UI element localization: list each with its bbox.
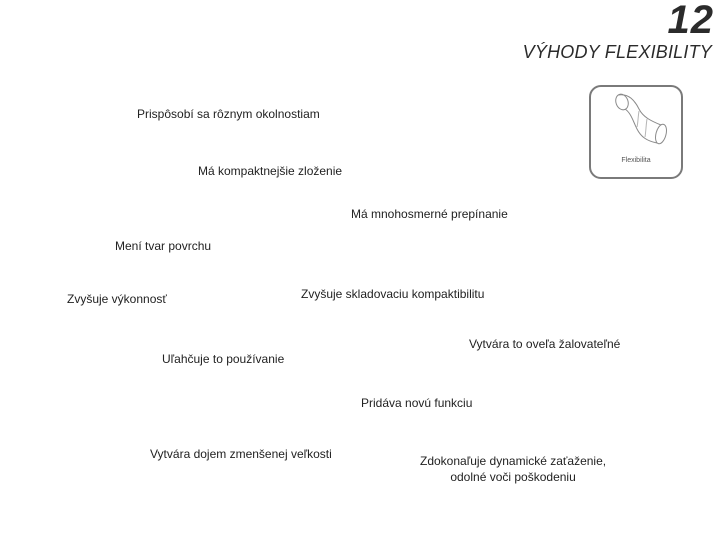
- phrase-multi-switching: Má mnohosmerné prepínanie: [351, 207, 508, 221]
- phrase-dynamic-load: [420, 453, 606, 485]
- icon-label: Flexibilita: [621, 157, 651, 164]
- phrase-increases-performance: Zvyšuje výkonnosť: [67, 292, 167, 306]
- phrase-easier-use: Uľahčuje to používanie: [162, 352, 285, 366]
- phrase-adds-function: Pridáva novú funkciu: [361, 396, 473, 410]
- flexibility-icon-card: [589, 85, 683, 179]
- phrase-smaller-size: Vytvára dojem zmenšenej veľkosti: [150, 447, 332, 461]
- phrase-changes-surface: Mení tvar povrchu: [115, 239, 212, 253]
- page-number: 12: [667, 0, 714, 42]
- phrase-dynamic-load-line-2: odolné voči poškodeniu: [450, 470, 576, 484]
- phrase-adapts: Prispôsobí sa rôznym okolnostiam: [137, 107, 320, 121]
- phrase-increases-storage: Zvyšuje skladovaciu kompaktibilitu: [301, 287, 485, 301]
- phrase-makes-appealing: Vytvára to oveľa žalovateľné: [469, 337, 621, 351]
- phrase-compact-composition: Má kompaktnejšie zloženie: [198, 164, 343, 178]
- phrase-dynamic-load-line-1: Zdokonaľuje dynamické zaťaženie,: [420, 454, 607, 468]
- page-title: VÝHODY FLEXIBILITY: [522, 42, 712, 62]
